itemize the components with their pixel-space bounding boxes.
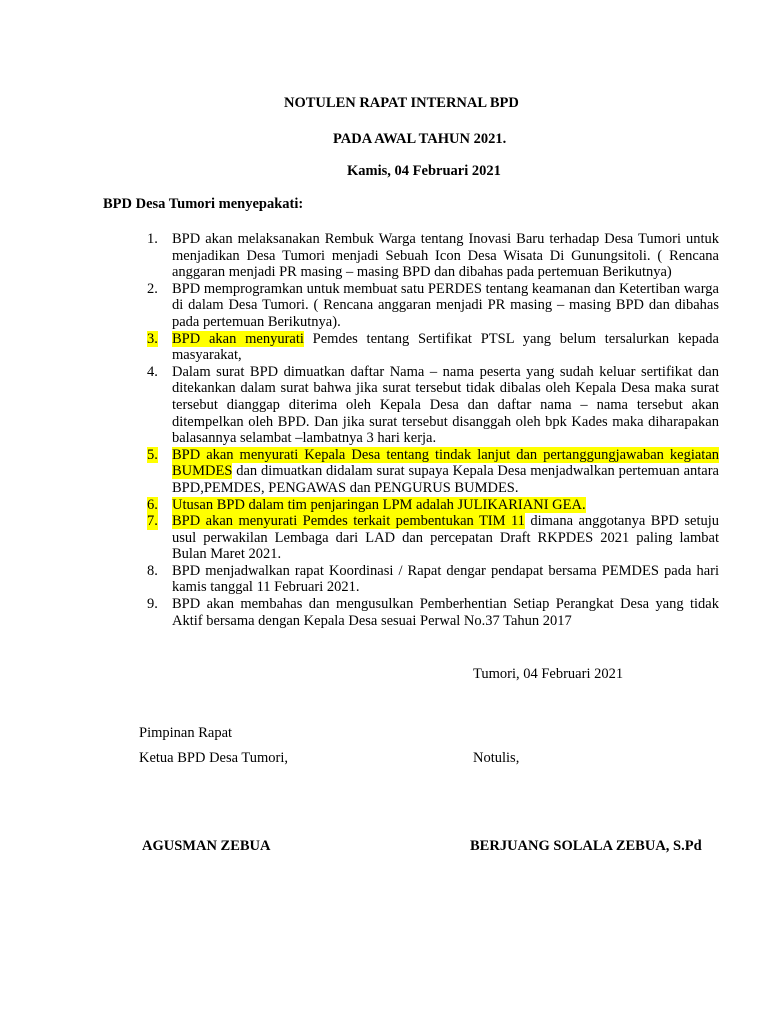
list-item-number: 6. — [147, 496, 158, 513]
list-item — [147, 596, 719, 629]
list-item-text: BPD akan melaksanakan Rembuk Warga tentang Inovasi Baru terhadap Desa Tumori untuk menjadikan Desa Tumori menjadi Sebuah Icon Desa Wisata Di Gunungsitoli. ( Rencana anggaran menjadi PR masing – masing BPD dan dibahas pada pertemuan Berikutnya) — [172, 231, 719, 281]
ketua-label: Ketua BPD Desa Tumori, — [139, 750, 289, 766]
list-item-number: 2. — [147, 280, 158, 297]
list-item-number: 7. — [147, 513, 158, 530]
list-item-text: Pemdes tentang Sertifikat PTSL yang belum tersalurkan kepada masyarakat, — [172, 330, 719, 364]
list-item — [147, 563, 719, 596]
list-item-number: 1. — [147, 231, 158, 247]
list-item — [147, 281, 719, 331]
list-item — [147, 497, 719, 514]
pimpinan-label: Pimpinan Rapat — [139, 725, 233, 741]
intro-heading: BPD Desa Tumori menyepakati: — [103, 196, 304, 212]
notulis-signature-name: BERJUANG SOLALA ZEBUA, S.Pd — [470, 838, 702, 854]
document-title: NOTULEN RAPAT INTERNAL BPD — [284, 95, 519, 111]
notulis-label: Notulis, — [473, 750, 520, 766]
list-item — [147, 364, 719, 447]
ketua-signature-name: AGUSMAN ZEBUA — [142, 838, 271, 854]
list-item — [147, 331, 719, 364]
list-item — [147, 447, 719, 497]
list-item-text: dan dimuatkan didalam surat supaya Kepala Desa menjadwalkan pertemuan antara BPD,PEMDES, PENGAWAS dan PENGURUS BUMDES. — [172, 463, 719, 496]
list-item-text: BPD menjadwalkan rapat Koordinasi / Rapat dengar pendapat bersama PEMDES pada hari kamis tanggal 11 Februari 2021. — [172, 562, 719, 596]
list-item — [147, 231, 719, 281]
list-item-number: 8. — [147, 562, 158, 579]
list-item-number: 4. — [147, 363, 158, 380]
meeting-date: Kamis, 04 Februari 2021 — [347, 163, 501, 179]
document-subtitle: PADA AWAL TAHUN 2021. — [333, 131, 507, 147]
list-item — [147, 513, 719, 563]
list-item-number: 5. — [147, 446, 158, 463]
list-item-text: dimana anggotanya BPD setuju usul perwakilan Lembaga dari LAD dan percepatan Draft RKPDES 2021 paling lambat Bulan Maret 2021. — [172, 513, 720, 563]
list-item-text: Dalam surat BPD dimuatkan daftar Nama – nama peserta yang sudah keluar sertifikat dan ditekankan dalam surat bahwa jika surat tersebut tidak dibalas oleh Kepala Desa maka surat tersebut dianggap diterima oleh Kepala Desa dan daftar nama – nama tersebut akan ditempelkan oleh BPD. Dan jika surat tersebut disanggah oleh bpk Kades maka diharapakan balasannya selambat –lambatnya 3 hari kerja. — [172, 363, 719, 447]
list-item-text: BPD memprogramkan untuk membuat satu PERDES tentang keamanan dan Ketertiban warga di dalam Desa Tumori. ( Rencana anggaran menjadi PR masing – masing BPD dan dibahas pada pertemuan Berikutnya). — [172, 280, 719, 330]
list-item-highlighted-text: BPD akan menyurati — [172, 330, 304, 347]
list-item-highlighted-text: BPD akan menyurati Pemdes terkait pembentukan TIM 11 — [172, 513, 525, 530]
list-item-number: 9. — [147, 596, 158, 613]
list-item-text: BPD akan membahas dan mengusulkan Pemberhentian Setiap Perangkat Desa yang tidak Aktif bersama dengan Kepala Desa sesuai Perwal No.37 Tahun 2017 — [172, 596, 719, 629]
agreement-list — [147, 231, 719, 629]
place-date: Tumori, 04 Februari 2021 — [473, 666, 624, 682]
list-item-highlighted-text: Utusan BPD dalam tim penjaringan LPM adalah JULIKARIANI GEA. — [172, 496, 586, 513]
list-item-number: 3. — [147, 330, 158, 347]
list-item-highlighted-text: BPD akan menyurati Kepala Desa tentang tindak lanjut dan pertanggungjawaban kegiatan BUMDES — [172, 446, 719, 480]
